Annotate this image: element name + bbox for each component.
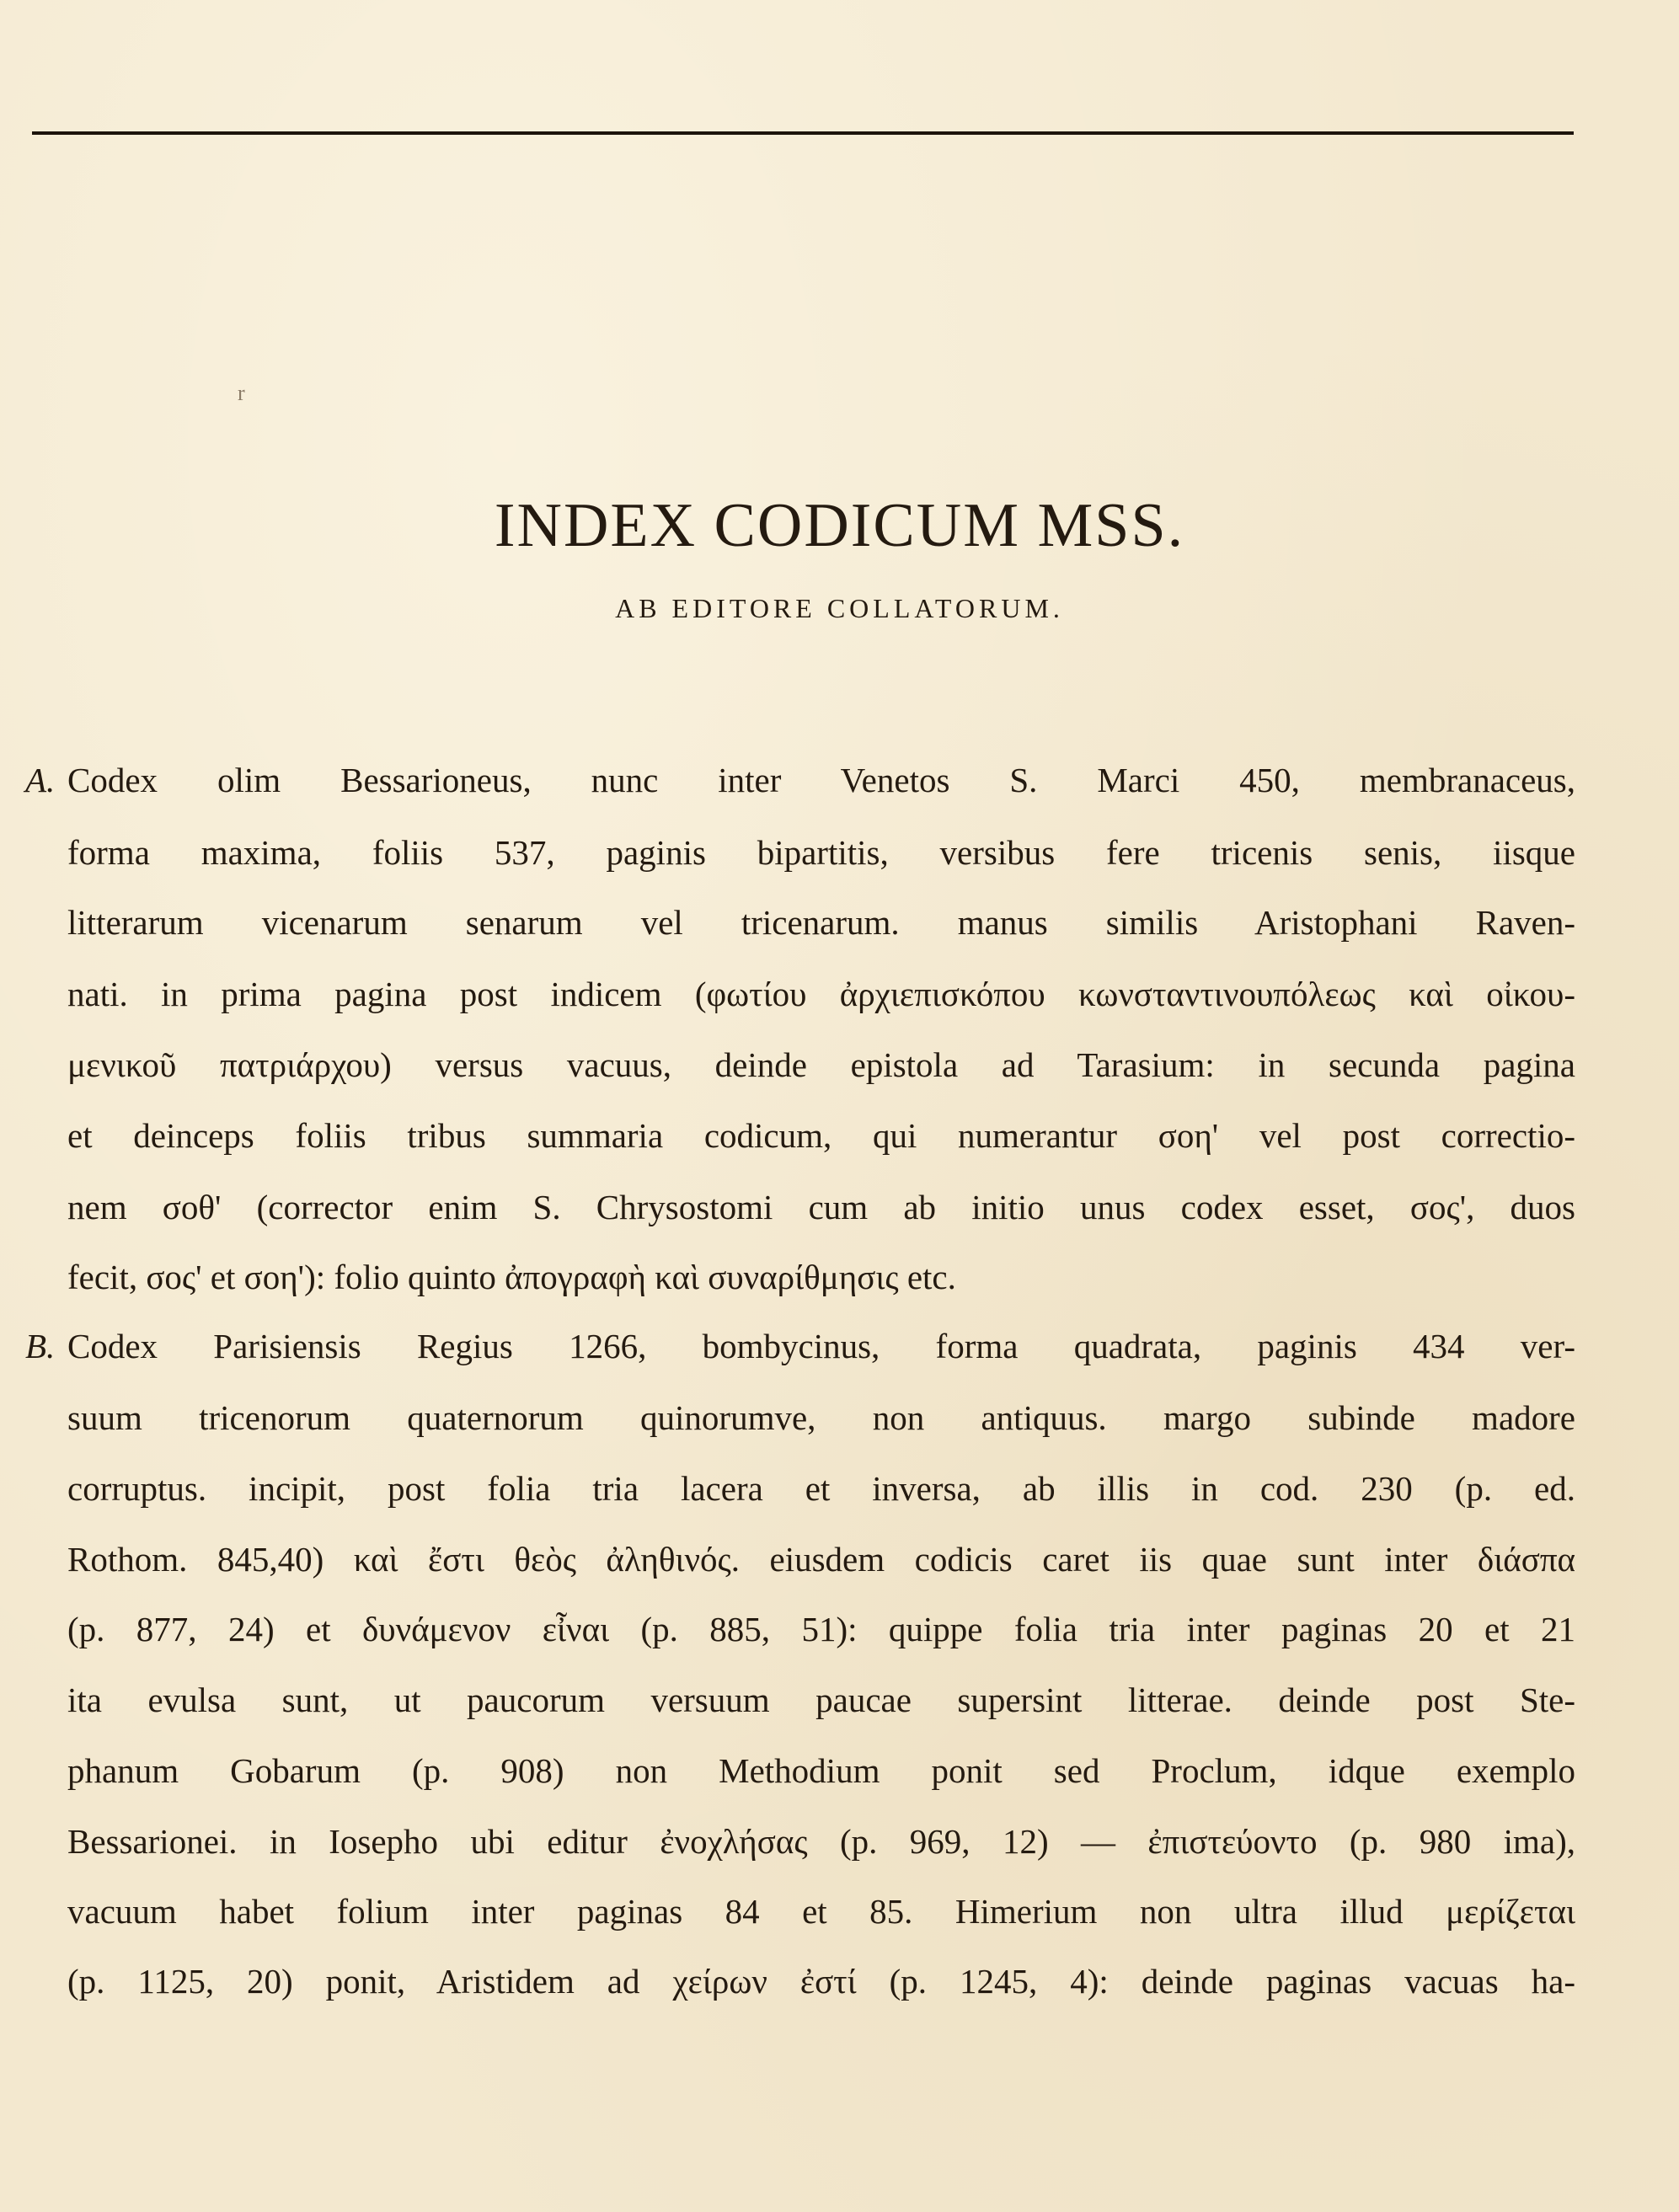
entry-b-line-9: vacuum habet folium inter paginas 84 et 85. Himerium non ultra illud μερίζεται [67,1892,1575,1931]
entry-a-line-4: nati. in prima pagina post indicem (φωτίου ἀρχιεπισκόπου κωνσταντινουπόλεως καὶ οἰκου- [67,975,1575,1013]
entry-b-line-6: ita evulsa sunt, ut paucorum versuum paucae supersint litterae. deinde post Ste- [67,1680,1575,1719]
entry-a-line-3: litterarum vicenarum senarum vel tricenarum. manus similis Aristophani Raven- [67,903,1575,942]
entry-a-line-5: μενικοῦ πατριάρχου) versus vacuus, deinde epistola ad Tarasium: in secunda pagina [67,1045,1575,1084]
entry-a-line-2: forma maxima, foliis 537, paginis bipartitis, versibus fere tricenis senis, iisque [67,833,1575,872]
entry-b-line-2: suum tricenorum quaternorum quinorumve, non antiquus. margo subinde madore [67,1398,1575,1437]
entry-b-line-3: corruptus. incipit, post folia tria lacera et inversa, ab illis in cod. 230 (p. ed. [67,1469,1575,1508]
siglum-a: A. [25,761,56,799]
entry-a-text-1: Codex olim Bessarioneus, nunc inter Venetos S. Marci 450, membranaceus, [67,761,1575,799]
entry-b-text-1: Codex Parisiensis Regius 1266, bombycinus, forma quadrata, paginis 434 ver- [67,1327,1575,1365]
entry-b-line-10: (p. 1125, 20) ponit, Aristidem ad χείρων ἐστί (p. 1245, 4): deinde paginas vacuas ha- [67,1962,1575,2001]
stray-mark: r [238,381,245,405]
entry-a-line-7: nem σοθ' (corrector enim S. Chrysostomi cum ab initio unus codex esset, σος', duos [67,1188,1575,1226]
page-subtitle: AB EDITORE COLLATORUM. [615,593,1064,623]
entry-a-line-8: fecit, σος' et σοη'): folio quinto ἀπογραφὴ καὶ συναρίθμησις etc. [67,1258,956,1296]
entry-b-line-1 [25,1312,1575,1380]
entry-b-line-5: (p. 877, 24) et δυνάμενον εἶναι (p. 885, 51): quippe folia tria inter paginas 20 et 21 [67,1610,1575,1648]
top-rule [32,131,1574,135]
entry-a-line-1 [25,746,1575,814]
siglum-b: B. [25,1327,56,1365]
entry-b-line-7: phanum Gobarum (p. 908) non Methodium ponit sed Proclum, idque exemplo [67,1751,1575,1790]
entry-b-line-8: Bessarionei. in Iosepho ubi editur ἐνοχλήσας (p. 969, 12) — ἐπιστεύοντο (p. 980 ima), [67,1822,1575,1861]
entry-a-line-6: et deinceps foliis tribus summaria codicum, qui numerantur σοη' vel post correctio- [67,1116,1575,1155]
page-title: INDEX CODICUM MSS. [494,491,1185,560]
entry-b-line-4: Rothom. 845,40) καὶ ἔστι θεὸς ἀληθινός. eiusdem codicis caret iis quae sunt inter διάσπα [67,1540,1575,1579]
